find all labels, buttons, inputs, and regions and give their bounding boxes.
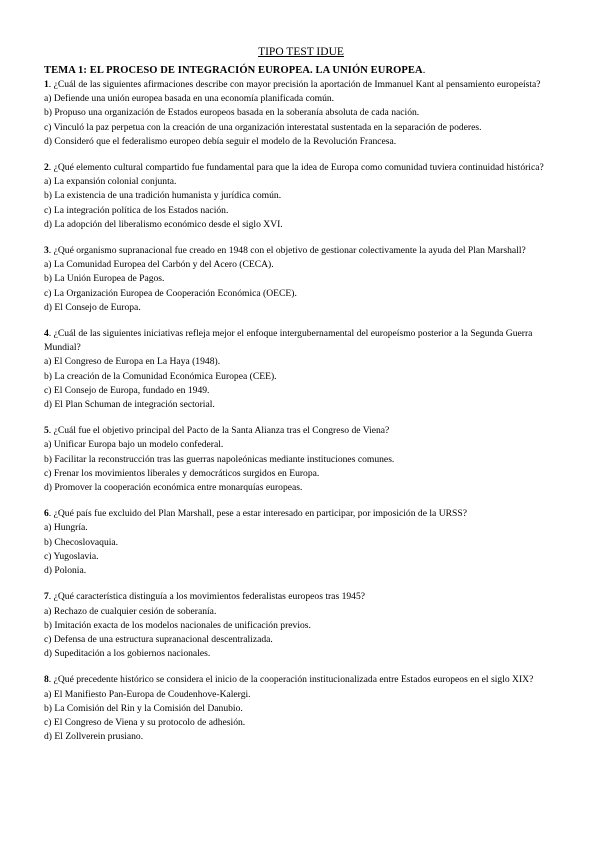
document-page <box>44 44 560 744</box>
question-2 <box>44 161 560 232</box>
answer-option-a: a) El Manifiesto Pan-Europa de Coudenhove-Kalergi. <box>44 688 251 700</box>
answer-option-c: c) El Congreso de Viena y su protocolo de adhesión. <box>44 716 246 728</box>
question-text <box>44 507 560 521</box>
answer-option-a: a) Hungría. <box>44 522 88 534</box>
answer-option-c: c) La integración política de los Estados nación. <box>44 204 229 216</box>
answer-option-c: c) La Organización Europea de Cooperación Económica (OECE). <box>44 287 297 299</box>
question-stem: . ¿Cuál de las siguientes afirmaciones describe con mayor precisión la aportación de Immanuel Kant al pensamiento europeísta? <box>48 79 541 90</box>
section-heading-text: TEMA 1: EL PROCESO DE INTEGRACIÓN EUROPEA. LA UNIÓN EUROPEA <box>44 65 423 76</box>
question-text <box>44 590 560 604</box>
question-7 <box>44 590 560 661</box>
question-stem: . ¿Qué elemento cultural compartido fue fundamental para que la idea de Europa como comunidad tuviera continuidad histórica? <box>48 162 544 174</box>
question-stem: . ¿Qué organismo supranacional fue creado en 1948 con el objetivo de gestionar colectivamente la ayuda del Plan Marshall? <box>48 245 526 257</box>
question-number: 4 <box>44 328 49 340</box>
question-stem: . ¿Cuál fue el objetivo principal del Pacto de la Santa Alianza tras el Congreso de Viena? <box>48 425 390 437</box>
question-text <box>44 327 560 355</box>
answer-option-b: b) Propuso una organización de Estados europeos basada en la soberanía absoluta de cada nación. <box>44 107 420 119</box>
answer-option-b: b) La Unión Europea de Pagos. <box>44 273 165 285</box>
question-number: 8 <box>44 674 49 686</box>
question-5 <box>44 424 560 495</box>
answer-option-b: b) Facilitar la reconstrucción tras las guerras napoleónicas mediante instituciones comunes. <box>44 453 395 465</box>
answer-option-d: d) La adopción del liberalismo económico desde el siglo XVI. <box>44 218 283 230</box>
answer-option-c: c) Yugoslavia. <box>44 550 99 562</box>
spacer <box>44 495 560 507</box>
question-3 <box>44 244 560 315</box>
document-title: TIPO TEST IDUE <box>258 46 344 58</box>
answer-option-b: b) La existencia de una tradición humanista y jurídica común. <box>44 190 282 202</box>
question-text <box>44 78 560 92</box>
section-heading-period: . <box>422 65 426 76</box>
answer-option-b: b) Imitación exacta de los modelos nacionales de unificación previos. <box>44 619 311 631</box>
spacer <box>44 232 560 244</box>
spacer <box>44 412 560 424</box>
answer-option-d: d) Supeditación a los gobiernos nacionales. <box>44 648 211 660</box>
spacer <box>44 661 560 673</box>
question-1 <box>44 78 560 149</box>
answer-option-a: a) Unificar Europa bajo un modelo confederal. <box>44 439 224 451</box>
question-stem: . ¿Cuál de las siguientes iniciativas refleja mejor el enfoque intergubernamental del europeísmo posterior a la Segunda Guerra Mundial? <box>44 328 533 354</box>
spacer <box>44 578 560 590</box>
question-text <box>44 161 560 175</box>
question-number: 2 <box>44 162 49 174</box>
answer-option-c: c) Vinculó la paz perpetua con la creación de una organización interestatal sustentada en la separación de poderes. <box>44 121 482 133</box>
answer-option-a: a) El Congreso de Europa en La Haya (1948). <box>44 356 221 368</box>
question-6 <box>44 507 560 578</box>
answer-option-b: b) Checoslovaquia. <box>44 536 119 548</box>
question-number: 3 <box>44 245 49 257</box>
question-text <box>44 424 560 438</box>
answer-option-a: a) Defiende una unión europea basada en una economía planificada común. <box>44 93 335 105</box>
answer-option-d: d) El Plan Schuman de integración sectorial. <box>44 399 215 411</box>
answer-option-b: b) La creación de la Comunidad Económica Europea (CEE). <box>44 370 277 382</box>
answer-option-a: a) La expansión colonial conjunta. <box>44 176 177 188</box>
answer-option-a: a) Rechazo de cualquier cesión de soberanía. <box>44 605 217 617</box>
answer-option-d: d) Consideró que el federalismo europeo debía seguir el modelo de la Revolución Francesa. <box>44 135 397 147</box>
question-text <box>44 673 560 687</box>
question-number: 5 <box>44 425 49 437</box>
answer-option-a: a) La Comunidad Europea del Carbón y del Acero (CECA). <box>44 259 274 271</box>
question-stem: . ¿Qué país fue excluido del Plan Marshall, pese a estar interesado en participar, por imposición de la URSS? <box>48 508 467 520</box>
spacer <box>44 315 560 327</box>
question-stem: . ¿Qué característica distinguía a los movimientos federalistas europeos tras 1945? <box>48 591 366 603</box>
question-8 <box>44 673 560 744</box>
answer-option-d: d) El Zollverein prusiano. <box>44 731 144 743</box>
answer-option-b: b) La Comisión del Rin y la Comisión del Danubio. <box>44 702 243 714</box>
answer-option-c: c) El Consejo de Europa, fundado en 1949. <box>44 384 210 396</box>
question-number: 7 <box>44 591 49 603</box>
spacer <box>44 149 560 161</box>
section-heading <box>44 64 560 78</box>
answer-option-c: c) Defensa de una estructura supranacional descentralizada. <box>44 633 273 645</box>
answer-option-d: d) Polonia. <box>44 565 87 577</box>
question-stem: . ¿Qué precedente histórico se considera el inicio de la cooperación institucionalizada entre Estados europeos en el siglo XIX? <box>48 674 534 686</box>
question-text <box>44 244 560 258</box>
answer-option-d: d) El Consejo de Europa. <box>44 301 141 313</box>
question-number: 1 <box>44 79 49 90</box>
question-4 <box>44 327 560 412</box>
question-number: 6 <box>44 508 49 520</box>
answer-option-c: c) Frenar los movimientos liberales y democráticos surgidos en Europa. <box>44 467 320 479</box>
answer-option-d: d) Promover la cooperación económica entre monarquías europeas. <box>44 482 303 494</box>
